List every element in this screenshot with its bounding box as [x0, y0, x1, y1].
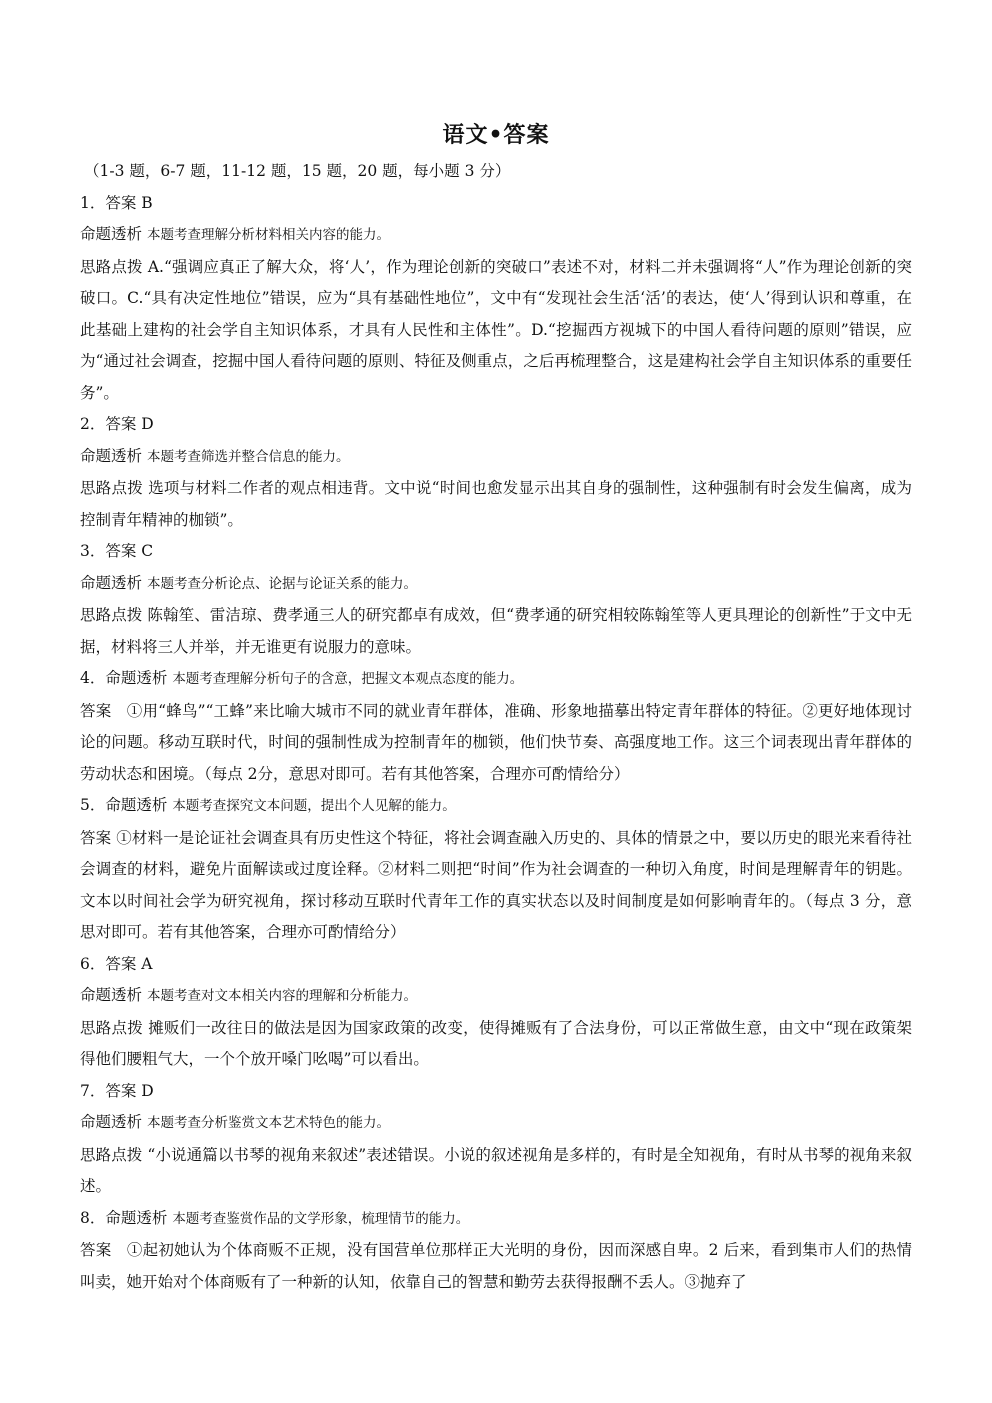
- q7-intent-text: 本题考查分析鉴赏文本艺术特色的能力。: [146, 1115, 390, 1131]
- q3-hint-label: 思路点拨: [80, 606, 143, 624]
- scoring-note: （1-3 题，6-7 题，11-12 题，15 题，20 题，每小题 3 分）: [84, 162, 511, 180]
- q2-hint-label: 思路点拨: [80, 479, 143, 497]
- q3-hint: [80, 600, 912, 663]
- q1-hint-label: 思路点拨: [80, 257, 143, 276]
- q6-intent: [80, 980, 912, 1013]
- q7-answer: 7．答案 D: [80, 1081, 154, 1100]
- q2-answer: 2．答案 D: [80, 415, 154, 433]
- q6-intent-label: 命题透析: [80, 986, 143, 1004]
- q1-intent-text: 本题考查理解分析材料相关内容的能力。: [146, 227, 390, 243]
- q8-answer-text: ①起初她认为个体商贩不正规，没有国营单位那样正大光明的身份，因而深感自卑。2 后来，看到集市人们的热情叫卖，她开始对个体商贩有了一种新的认知，依靠自己的智慧和勤劳去获得报酬不丢人。③抛弃了: [80, 1241, 913, 1291]
- q2-intent-text: 本题考查筛选并整合信息的能力。: [146, 448, 350, 465]
- q1-intent-label: 命题透析: [80, 225, 143, 243]
- q2-intent: [80, 441, 912, 474]
- q4-intent: [80, 663, 912, 696]
- q1-answer: 1．答案 B: [80, 193, 153, 212]
- q8-answer: [80, 1235, 912, 1298]
- q1-hint: [80, 252, 912, 410]
- q2-hint-text: 选项与材料二作者的观点相违背。文中说“时间也愈发显示出其自身的强制性，这种强制有时会发生偏离，成为控制青年精神的枷锁”。: [80, 479, 912, 529]
- q6-hint-text: 摊贩们一改往日的做法是因为国家政策的改变，使得摊贩有了合法身份，可以正常做生意，由文中“现在政策架得他们腰粗气大，一个个放开嗓门吆喝”可以看出。: [80, 1018, 912, 1068]
- q5-answer: [80, 823, 912, 949]
- q4-answer-text: ①用“蜂鸟”“工蜂”来比喻大城市不同的就业青年群体，准确、形象地描摹出特定青年群体的特征。②更好地体现讨论的问题。移动互联时代，时间的强制性成为控制青年的枷锁，他们快节奏、高强度地工作。这三个词表现出青年群体的劳动状态和困境。（每点 2分，意思对即可。若有其他答案，合理亦可酌情给分）: [80, 701, 912, 783]
- q8-intent: [80, 1203, 912, 1236]
- q1-intent: [80, 219, 912, 252]
- q3-answer: 3．答案 C: [80, 542, 154, 560]
- q7-hint-label: 思路点拨: [80, 1145, 143, 1164]
- q5-answer-label: 答案: [80, 828, 112, 847]
- q7-intent-label: 命题透析: [80, 1113, 143, 1131]
- q2-hint: [80, 473, 912, 536]
- q1-hint-text: A.“强调应真正了解大众，将‘人’，作为理论创新的突破口”表述不对，材料二并未强调将“人”作为理论创新的突破口。C.“具有决定性地位”错误，应为“具有基础性地位”，文中有“发现社会生活‘活’的表达，使‘人’得到认识和尊重，在此基础上建构的社会学自主知识体系，才具有人民性和主体性”。D.“挖掘西方视城下的中国人看待问题的原则”错误，应为“通过社会调查，挖掘中国人看待问题的原则、特征及侧重点，之后再梳理整合，这是建构社会学自主知识体系的重要任务”。: [80, 257, 912, 402]
- q4-head: 4．命题透析: [80, 669, 168, 687]
- q4-answer: [80, 696, 912, 791]
- q5-answer-text: ①材料一是论证社会调查具有历史性这个特征，将社会调查融入历史的、具体的情景之中，要以历史的眼光来看待社会调查的材料，避免片面解读或过度诠释。②材料二则把“时间”作为社会调查的一种切入角度，时间是理解青年的钥匙。文本以时间社会学为研究视角，探讨移动互联时代青年工作的真实状态以及时间制度是如何影响青年的。（每点 3 分，意思对即可。若有其他答案，合理亦可酌情给分）: [80, 828, 912, 941]
- q3-hint-text: 陈翰笙、雷洁琼、费孝通三人的研究都卓有成效，但“费孝通的研究相较陈翰笙等人更具理论的创新性”于文中无据，材料将三人并举，并无谁更有说服力的意味。: [80, 606, 912, 656]
- q3-intent-label: 命题透析: [80, 573, 143, 592]
- page-title: 语文•答案: [442, 122, 550, 148]
- q7-hint-text: “小说通篇以书琴的视角来叙述”表述错误。小说的叙述视角是多样的，有时是全知视角，有时从书琴的视角来叙述。: [80, 1145, 912, 1195]
- q5-intent: [80, 790, 912, 823]
- q5-intent-text: 本题考查探究文本问题，提出个人见解的能力。: [172, 798, 456, 814]
- q4-intent-text: 本题考查理解分析句子的含意，把握文本观点态度的能力。: [172, 671, 524, 687]
- q7-intent: [80, 1107, 912, 1140]
- q3-intent: [80, 568, 912, 601]
- q3-intent-text: 本题考查分析论点、论据与论证关系的能力。: [146, 575, 417, 592]
- q6-answer: 6．答案 A: [80, 954, 153, 973]
- q4-answer-label: 答案: [80, 701, 112, 720]
- q8-intent-text: 本题考查鉴赏作品的文学形象，梳理情节的能力。: [172, 1210, 470, 1227]
- q7-hint: [80, 1140, 912, 1203]
- q6-hint: [80, 1013, 912, 1076]
- q8-answer-label: 答案: [80, 1241, 112, 1259]
- q2-intent-label: 命题透析: [80, 446, 143, 465]
- q5-head: 5．命题透析: [80, 796, 168, 814]
- q6-intent-text: 本题考查对文本相关内容的理解和分析能力。: [146, 988, 417, 1004]
- q6-hint-label: 思路点拨: [80, 1018, 143, 1037]
- q8-head: 8．命题透析: [80, 1208, 168, 1227]
- answer-sheet: [80, 118, 912, 1298]
